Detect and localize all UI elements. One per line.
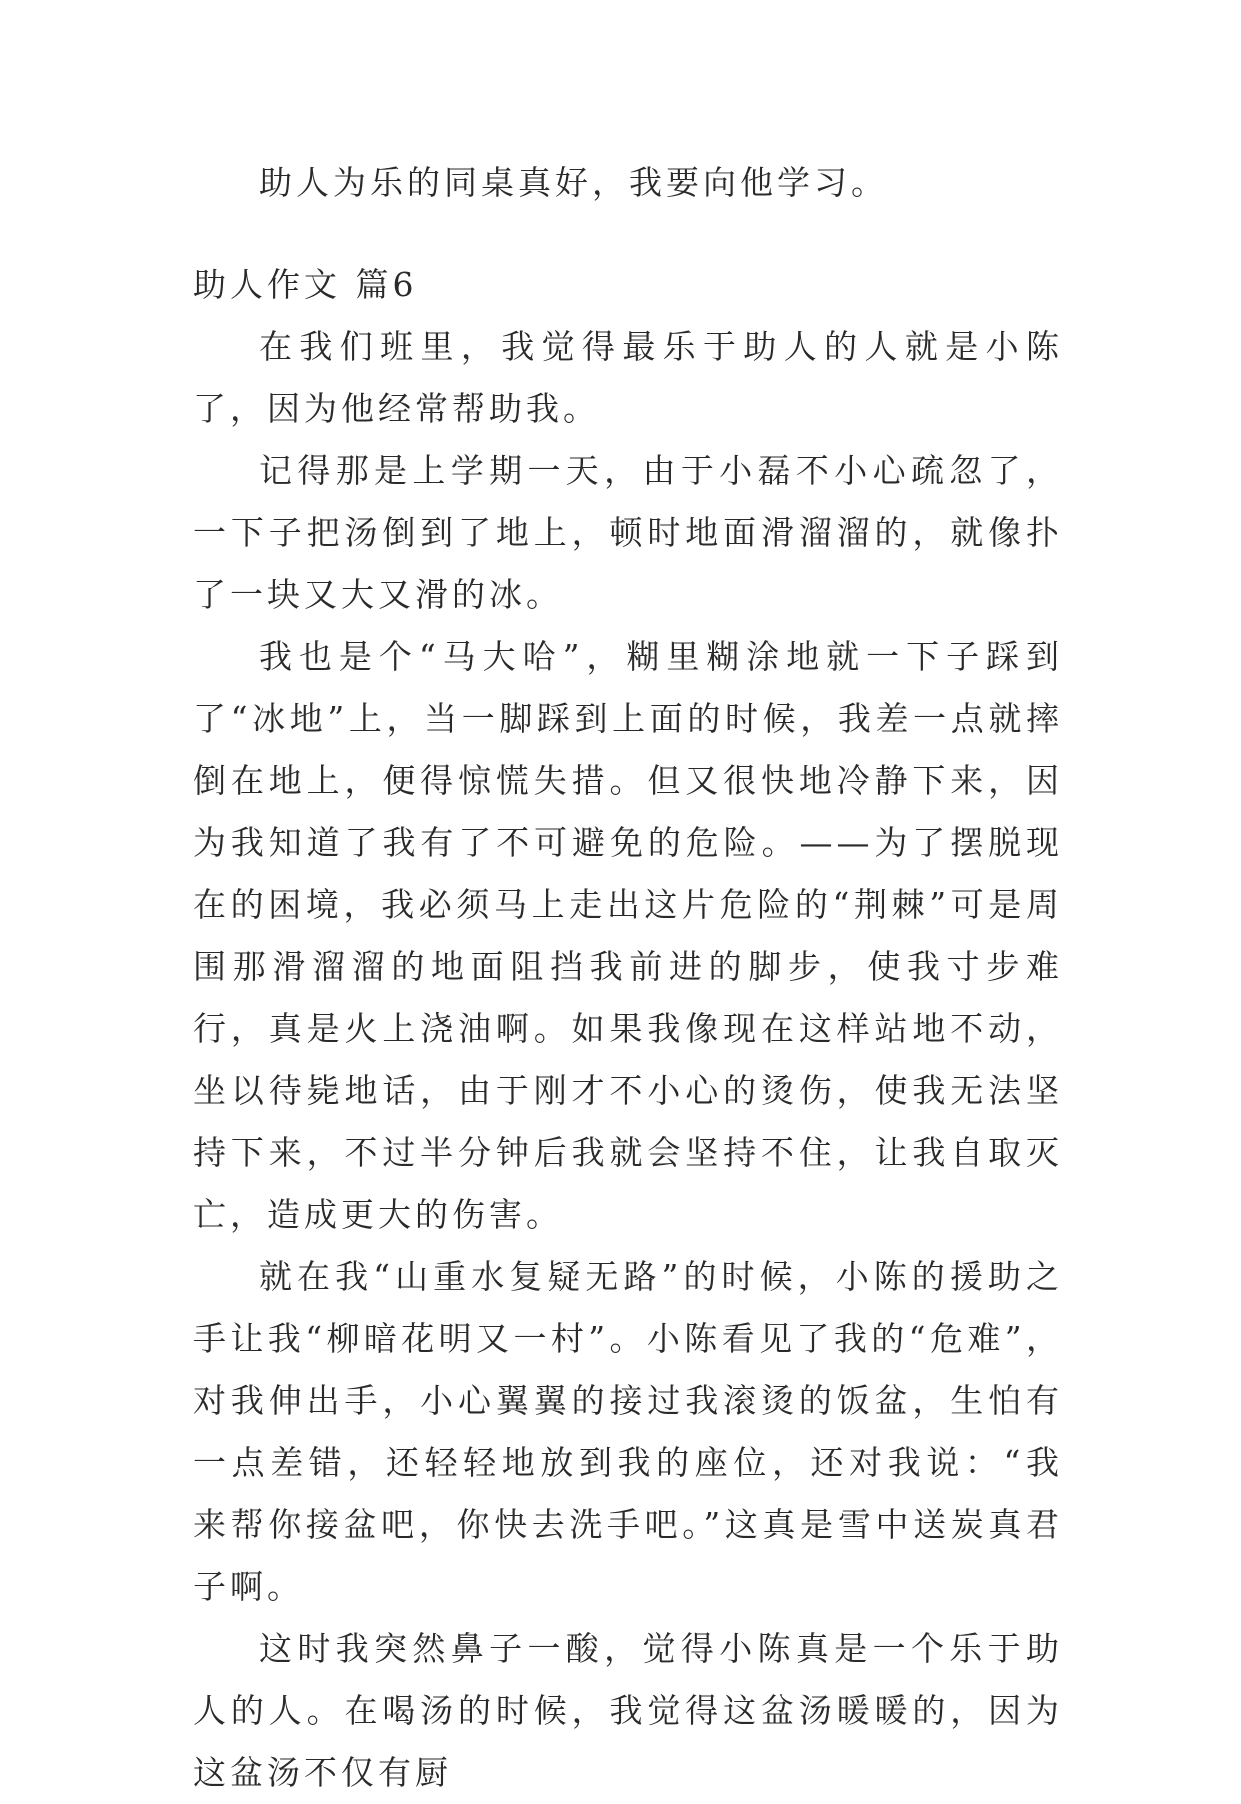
paragraph-4: 就在我“山重水复疑无路”的时候，小陈的援助之手让我“柳暗花明又一村”。小陈看见了我的“危难”，对我伸出手，小心翼翼的接过我滚烫的饭盆，生怕有一点差错，还轻轻地放到我的座位，还对我说：“我来帮你接盆吧，你快去洗手吧。”这真是雪中送炭真君子啊。 [193,1257,1063,1606]
paragraph-2: 记得那是上学期一天，由于小磊不小心疏忽了，一下子把汤倒到了地上，顿时地面滑溜溜的，就像扑了一块又大又滑的冰。 [193,451,1063,614]
paragraph-1: 在我们班里，我觉得最乐于助人的人就是小陈了，因为他经常帮助我。 [193,327,1063,428]
section-title: 助人作文 篇6 [193,265,418,304]
paragraph-5: 这时我突然鼻子一酸，觉得小陈真是一个乐于助人的人。在喝汤的时候，我觉得这盆汤暖暖的，因为这盆汤不仅有厨 [193,1629,1063,1792]
document-body [193,152,1063,1804]
paragraph-top: 助人为乐的同桌真好，我要向他学习。 [259,163,888,202]
paragraph-3: 我也是个“马大哈”，糊里糊涂地就一下子踩到了“冰地”上，当一脚踩到上面的时候，我差一点就摔倒在地上，便得惊慌失措。但又很快地冷静下来，因为我知道了我有了不可避免的危险。——为了摆脱现在的困境，我必须马上走出这片危险的“荆棘”可是周围那滑溜溜的地面阻挡我前进的脚步，使我寸步难行，真是火上浇油啊。如果我像现在这样站地不动，坐以待毙地话，由于刚才不小心的烫伤，使我无法坚持下来，不过半分钟后我就会坚持不住，让我自取灭亡，造成更大的伤害。 [193,637,1063,1234]
